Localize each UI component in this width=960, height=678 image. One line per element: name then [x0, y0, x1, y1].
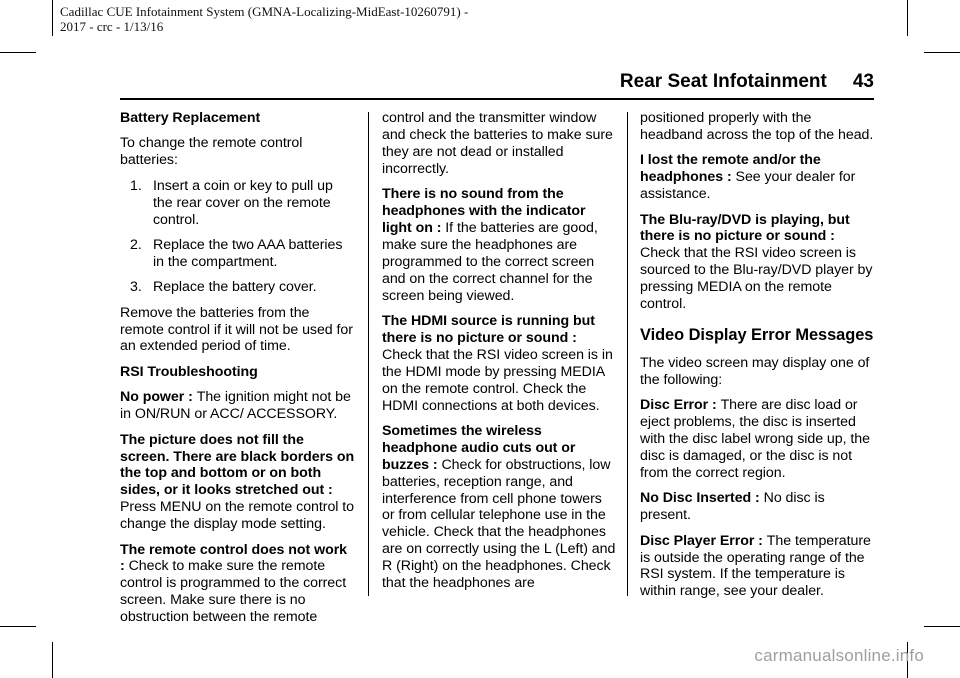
column-divider [627, 112, 628, 596]
meta-line-2: 2017 - crc - 1/13/16 [60, 19, 164, 34]
entry-text: Press MENU on the remote control to change the display mode setting. [120, 499, 355, 533]
no-sound-entry [382, 186, 617, 304]
lost-entry [640, 152, 875, 203]
page-header [620, 71, 874, 93]
column-divider [368, 112, 369, 596]
entry-text: Check that the RSI video screen is in the HDMI mode by pressing MEDIA on the remote control. Check the HDMI connections at both devices. [382, 346, 613, 414]
crop-mark [0, 626, 36, 627]
step-number: 1. [130, 177, 142, 194]
crop-mark [0, 52, 36, 53]
list-item [120, 279, 355, 296]
entry-label: The Blu-ray/DVD is playing, but there is no picture or sound : [640, 211, 850, 245]
entry-label: The picture does not fill the screen. There are black borders on the top and bottom or on both sides, or it looks stretched out : [120, 431, 355, 499]
list-item [120, 178, 355, 229]
step-text: Replace the battery cover. [153, 279, 317, 296]
header-rule [120, 98, 874, 100]
entry-text: There are disc load or eject problems, the disc is inserted with the disc label wrong side up, the disc is damaged, or the disc is not from the correct region. [640, 397, 870, 481]
column-3 [640, 110, 875, 609]
entry-text: If the batteries are good, make sure the headphones are programmed to the correct screen and on the correct channel for the screen being viewed. [382, 219, 598, 304]
continued-text: control and the transmitter window and check the batteries to make sure they are not dead or installed incorrectly. [382, 110, 613, 177]
crop-mark [907, 0, 908, 36]
entry-label: I lost the remote and/or the headphones : [640, 152, 821, 186]
remote-entry [120, 542, 355, 627]
continued-text: positioned properly with the headband across the top of the head. [640, 110, 874, 143]
entry-label: Disc Player Error : [640, 532, 767, 549]
hdmi-entry [382, 313, 617, 414]
disc-error-entry [640, 397, 875, 482]
list-item [120, 237, 355, 271]
page-number: 43 [852, 71, 874, 92]
step-text: Insert a coin or key to pull up the rear cover on the remote control. [153, 177, 333, 228]
entry-label: Sometimes the wireless headphone audio cuts out or buzzes : [382, 422, 576, 473]
entry-text: Check to make sure the remote control is programmed to the correct screen. Make sure there is no obstruction between the remote [120, 558, 347, 626]
step-number: 3. [130, 279, 142, 296]
entry-text: The temperature is outside the operating range of the RSI system. If the temperature is within range, see your dealer. [640, 532, 871, 600]
entry-text: Check that the RSI video screen is sourced to the Blu-ray/DVD player by pressing MEDIA on the remote control. [640, 245, 873, 313]
video-error-intro: The video screen may display one of the following: [640, 354, 870, 388]
entry-label: The HDMI source is running but there is no picture or sound : [382, 312, 595, 346]
entry-text: See your dealer for assistance. [640, 169, 856, 203]
step-number: 2. [130, 236, 142, 253]
watermark: carmanualsonline.info [754, 646, 924, 665]
crop-mark [52, 642, 53, 678]
meta-line-1: Cadillac CUE Infotainment System (GMNA-Localizing-MidEast-10260791) - [60, 4, 469, 19]
battery-steps [120, 178, 355, 296]
column-1 [120, 110, 355, 635]
bluray-entry [640, 212, 875, 313]
no-power-entry [120, 389, 355, 423]
entry-label: No Disc Inserted : [640, 490, 764, 507]
remove-note: Remove the batteries from the remote control if it will not be used for an extended period of time. [120, 304, 353, 355]
player-error-entry [640, 533, 875, 601]
column-2 [382, 110, 617, 600]
entry-label: The remote control does not work : [120, 541, 348, 575]
entry-label: There is no sound from the headphones with the indicator light on : [382, 186, 586, 236]
battery-heading: Battery Replacement [120, 110, 261, 126]
section-title: Rear Seat Infotainment [619, 71, 827, 92]
entry-text: No disc is present. [640, 490, 825, 524]
entry-text: The ignition might not be in ON/RUN or ACC/ ACCESSORY. [120, 389, 351, 423]
crop-mark [52, 0, 53, 36]
picture-entry [120, 432, 355, 533]
entry-label: Disc Error : [640, 397, 721, 414]
no-disc-entry [640, 490, 875, 524]
wireless-entry [382, 423, 617, 592]
video-error-heading: Video Display Error Messages [640, 325, 874, 344]
rsi-heading: RSI Troubleshooting [120, 363, 258, 380]
entry-text: Check for obstructions, low batteries, reception range, and interference from cell phone towers or from cellular telephone use in the vehicle. Check that the headphones are on correctly using the L (Left) and R (Right) on the headphones. Check that the headphones are [382, 456, 616, 592]
entry-label: No power : [120, 389, 197, 406]
battery-intro: To change the remote control batteries: [120, 135, 303, 169]
crop-mark [924, 626, 960, 627]
crop-mark [924, 52, 960, 53]
step-text: Replace the two AAA batteries in the compartment. [153, 236, 343, 270]
document-meta [60, 4, 468, 34]
